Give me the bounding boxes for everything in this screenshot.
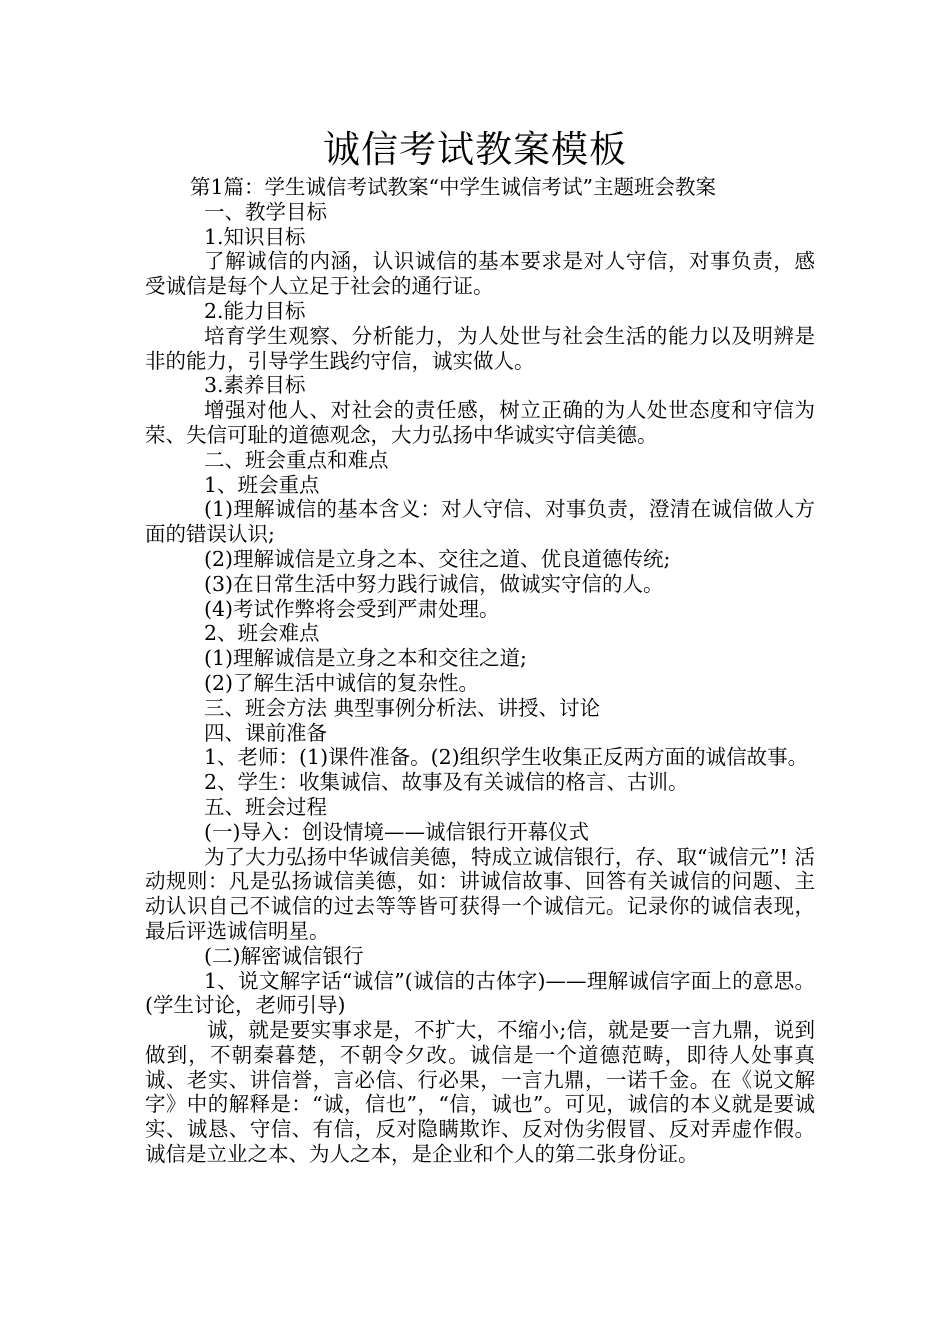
paragraph: 1、说文解字话“诚信”(诚信的古体字)——理解诚信字面上的意思。(学生讨论，老师引导) xyxy=(145,968,815,1018)
paragraph: (2)理解诚信是立身之本、交往之道、优良道德传统; xyxy=(204,546,671,571)
paragraph: (2)了解生活中诚信的复杂性。 xyxy=(204,670,480,695)
paragraph: 2、班会难点 xyxy=(204,621,320,646)
paragraph: 1.知识目标 xyxy=(204,224,306,249)
paragraph: 3.素养目标 xyxy=(204,373,306,398)
paragraph: 四、课前准备 xyxy=(204,720,327,745)
paragraph: (3)在日常生活中努力践行诚信，做诚实守信的人。 xyxy=(204,571,664,596)
paragraph: 培育学生观察、分析能力，为人处世与社会生活的能力以及明辨是非的能力，引导学生践约守信，诚实做人。 xyxy=(145,323,815,373)
paragraph: 1、班会重点 xyxy=(204,472,320,497)
paragraph: (1)理解诚信是立身之本和交往之道; xyxy=(204,646,527,671)
paragraph: 2、学生：收集诚信、故事及有关诚信的格言、古训。 xyxy=(204,770,689,795)
paragraph: 了解诚信的内涵，认识诚信的基本要求是对人守信，对事负责，感受诚信是每个人立足于社会的通行证。 xyxy=(145,249,815,299)
paragraph: 为了大力弘扬中华诚信美德，特成立诚信银行，存、取“诚信元”! 活动规则：凡是弘扬诚信美德，如：讲诚信故事、回答有关诚信的问题、主动认识自己不诚信的过去等等皆可获得一个诚信元。记录你的诚信表现，最后评选诚信明星。 xyxy=(145,844,815,943)
document-body xyxy=(145,175,815,1167)
paragraph: 诚，就是要实事求是，不扩大，不缩小;信，就是要一言九鼎，说到做到，不朝秦暮楚，不朝令夕改。诚信是一个道德范畴，即待人处事真诚、老实、讲信誉，言必信、行必果，一言九鼎，一诺千金。在《说文解字》中的解释是：“诚，信也”，“信，诚也”。可见，诚信的本义就是要诚实、诚恳、守信、有信，反对隐瞒欺诈、反对伪劣假冒、反对弄虚作假。诚信是立业之本、为人之本，是企业和个人的第二张身份证。 xyxy=(145,1018,815,1167)
paragraph: 增强对他人、对社会的责任感，树立正确的为人处世态度和守信为荣、失信可耻的道德观念，大力弘扬中华诚实守信美德。 xyxy=(145,398,815,447)
paragraph: 一、教学目标 xyxy=(204,199,327,224)
paragraph: (4)考试作弊将会受到严肃处理。 xyxy=(204,596,500,621)
paragraph: 二、班会重点和难点 xyxy=(204,447,389,472)
paragraph: (1)理解诚信的基本含义：对人守信、对事负责，澄清在诚信做人方面的错误认识; xyxy=(145,497,815,547)
document-title: 诚信考试教案模板 xyxy=(323,128,627,171)
paragraph: 五、班会过程 xyxy=(204,794,327,819)
paragraph: (二)解密诚信银行 xyxy=(204,943,364,968)
paragraph: 1、老师：(1)课件准备。(2)组织学生收集正反两方面的诚信故事。 xyxy=(204,745,809,770)
paragraph: (一)导入：创设情境——诚信银行开幕仪式 xyxy=(204,819,589,844)
paragraph: 第1篇：学生诚信考试教案“中学生诚信考试”主题班会教案 xyxy=(190,175,717,199)
paragraph: 2.能力目标 xyxy=(204,298,306,323)
paragraph: 三、班会方法 典型事例分析法、讲授、讨论 xyxy=(204,695,601,720)
